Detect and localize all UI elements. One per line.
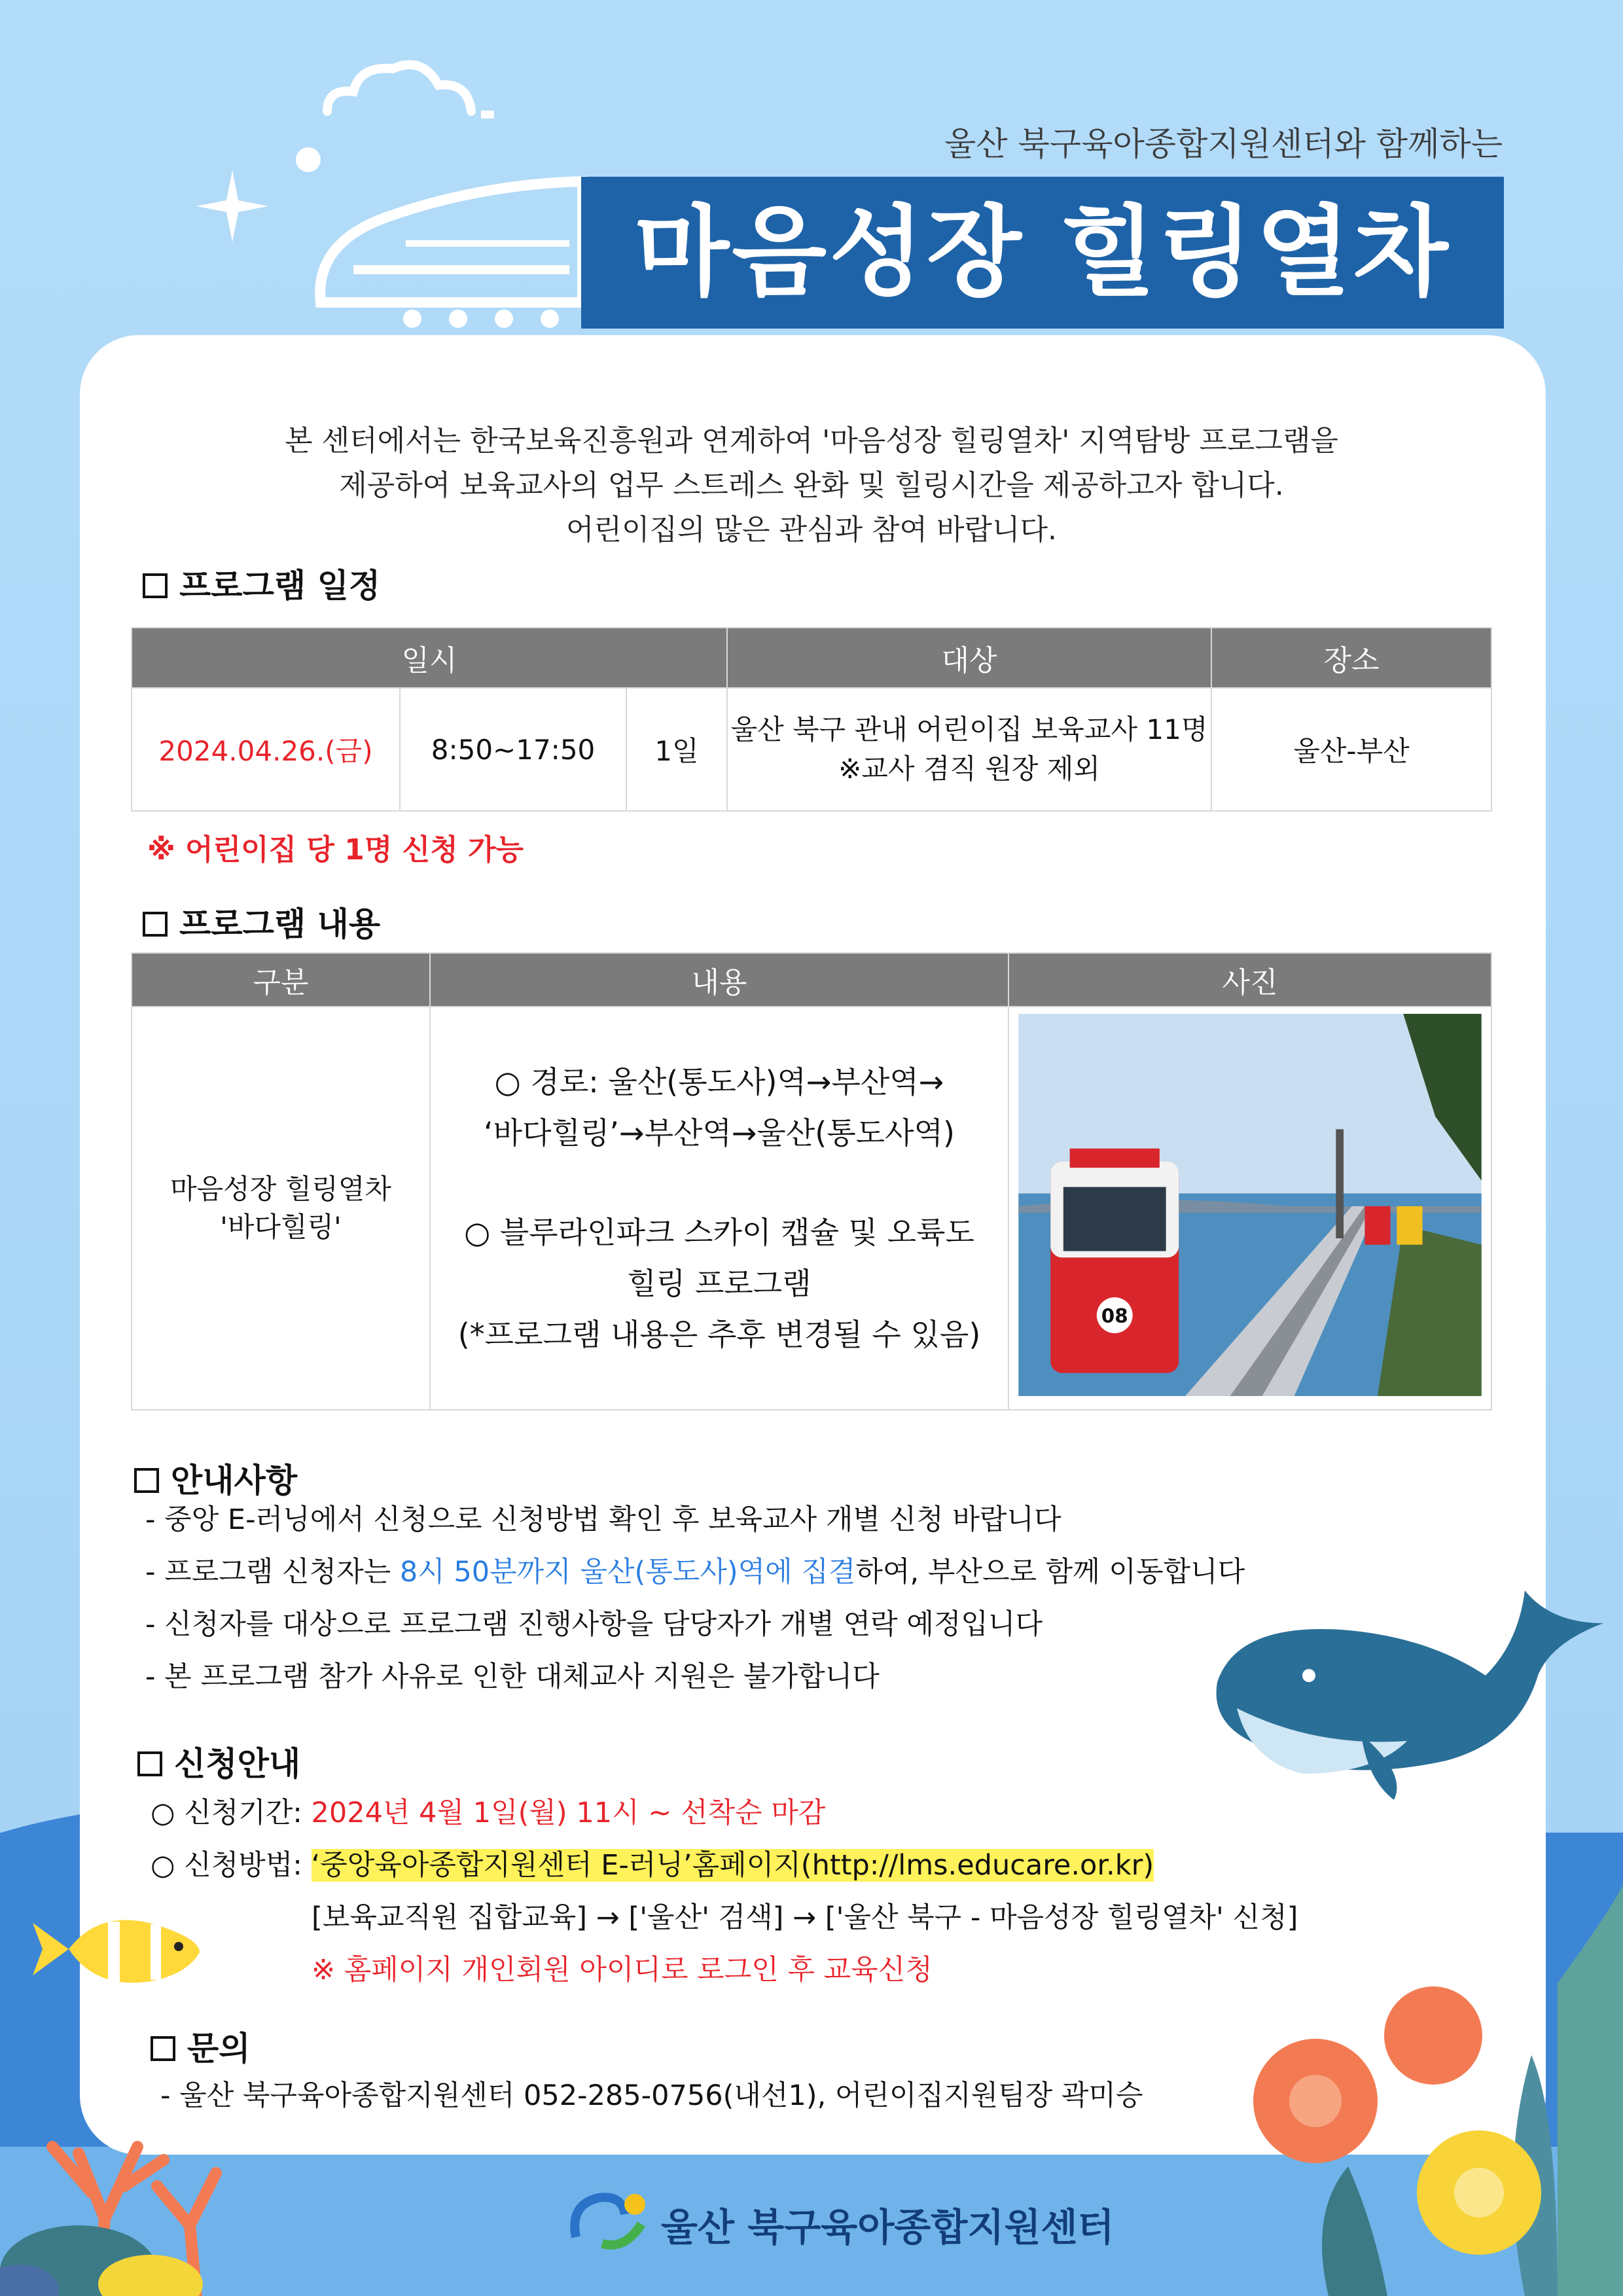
footer-logo <box>563 2185 1152 2263</box>
checkbox-square-icon <box>134 1468 159 1493</box>
whale-icon <box>1211 1525 1603 1800</box>
clownfish-icon <box>29 1903 213 1995</box>
col-header-target: 대상 <box>727 628 1211 688</box>
guide-heading: 안내사항 <box>134 1454 297 1501</box>
list-item: - 중앙 E-러닝에서 신청으로 신청방법 확인 후 보육교사 개별 신청 바랍니다 <box>145 1503 1061 1536</box>
login-note: ※ 홈페이지 개인회원 아이디로 로그인 후 교육신청 <box>312 1954 933 1986</box>
sparkle-icon <box>196 170 268 242</box>
intro-line-2: 제공하여 보육교사의 업무 스트레스 완화 및 힐링시간을 제공하고자 합니다. <box>339 469 1284 502</box>
schedule-target: 울산 북구 관내 어린이집 보육교사 11명 ※교사 겸직 원장 제외 <box>727 688 1211 811</box>
schedule-place: 울산-부산 <box>1211 688 1491 811</box>
intro-line-1: 본 센터에서는 한국보육진흥원과 연계하여 '마음성장 힐링열차' 지역탐방 프로그램을 <box>285 424 1338 457</box>
schedule-heading: 프로그램 일정 <box>143 560 380 607</box>
footer-org-name: 울산 북구육아종합지원센터 <box>661 2205 1115 2250</box>
schedule-duration: 1일 <box>626 688 727 811</box>
apply-path: [보육교직원 집합교육] → ['울산' 검색] → ['울산 북구 - 마음성장 힐링열차' 신청] <box>312 1901 1298 1934</box>
content-photo-cell <box>1008 1007 1491 1410</box>
col-header-date: 일시 <box>132 628 727 688</box>
train-icon <box>308 171 596 329</box>
col-header-place: 장소 <box>1211 628 1491 688</box>
apply-list <box>151 1787 1394 1996</box>
sky-capsule-train-photo <box>1014 1010 1486 1400</box>
coral-left-icon <box>0 2075 393 2296</box>
table-row <box>132 1007 1491 1410</box>
apply-heading: 신청안내 <box>137 1738 300 1785</box>
header-subtitle: 울산 북구육아종합지원센터와 함께하는 <box>944 125 1503 163</box>
content-table <box>131 952 1492 1410</box>
col-header-photo: 사진 <box>1008 953 1491 1007</box>
list-item: - 프로그램 신청자는 8시 50분까지 울산(통도사)역에 집결하여, 부산으로 함께 이동합니다 <box>145 1556 1245 1588</box>
cloud-icon <box>314 52 497 124</box>
checkbox-square-icon <box>137 1751 162 1776</box>
schedule-date: 2024.04.26.(금) <box>132 688 400 811</box>
intro-text <box>144 419 1479 552</box>
apply-site-link[interactable]: ‘중앙육아종합지원센터 E-러닝’홈페이지(http://lms.educare.or.kr) <box>311 1849 1154 1882</box>
content-heading: 프로그램 내용 <box>143 898 380 945</box>
train-number-badge: 08 <box>1101 1304 1128 1327</box>
intro-line-3: 어린이집의 많은 관심과 참여 바랍니다. <box>566 513 1057 547</box>
apply-method: ○ 신청방법: ‘중앙육아종합지원센터 E-러닝’홈페이지(http://lms.educare.or.kr) <box>151 1849 1154 1882</box>
apply-period: ○ 신청기간: 2024년 4월 1일(월) 11시 ~ 선착순 마감 <box>151 1797 826 1829</box>
checkbox-square-icon <box>143 573 168 598</box>
contact-heading: 문의 <box>151 2022 251 2070</box>
col-header-content: 내용 <box>430 953 1008 1007</box>
page-title: 마음성장 힐링열차 <box>634 196 1451 310</box>
content-description: ○ 경로: 울산(통도사)역→부산역→ ‘바다힐링’→부산역→울산(통도사역) ○ 블루라인파크 스카이 캡슐 및 오륙도 힐링 프로그램 (*프로그램 내용은 추후 변경될 수 있음) <box>430 1007 1008 1410</box>
table-row <box>132 688 1491 811</box>
col-header-category: 구분 <box>132 953 430 1007</box>
center-logo-icon <box>563 2185 654 2257</box>
checkbox-square-icon <box>143 912 168 937</box>
schedule-table <box>131 627 1492 812</box>
list-item: - 신청자를 대상으로 프로그램 진행사항을 담당자가 개별 연락 예정입니다 <box>145 1608 1043 1641</box>
schedule-time: 8:50~17:50 <box>400 688 626 811</box>
guide-list <box>145 1494 1323 1703</box>
content-category: 마음성장 힐링열차 '바다힐링' <box>132 1007 430 1410</box>
apply-limit-note: ※ 어린이집 당 1명 신청 가능 <box>147 833 524 867</box>
bubble-dot <box>296 147 321 172</box>
list-item: - 본 프로그램 참가 사유로 인한 대체교사 지원은 불가합니다 <box>145 1660 880 1693</box>
contact-line: - 울산 북구육아종합지원센터 052-285-0756(내선1), 어린이집지원팀장 곽미승 <box>160 2079 1143 2112</box>
coral-right-icon <box>1217 1885 1623 2296</box>
checkbox-square-icon <box>151 2036 175 2061</box>
